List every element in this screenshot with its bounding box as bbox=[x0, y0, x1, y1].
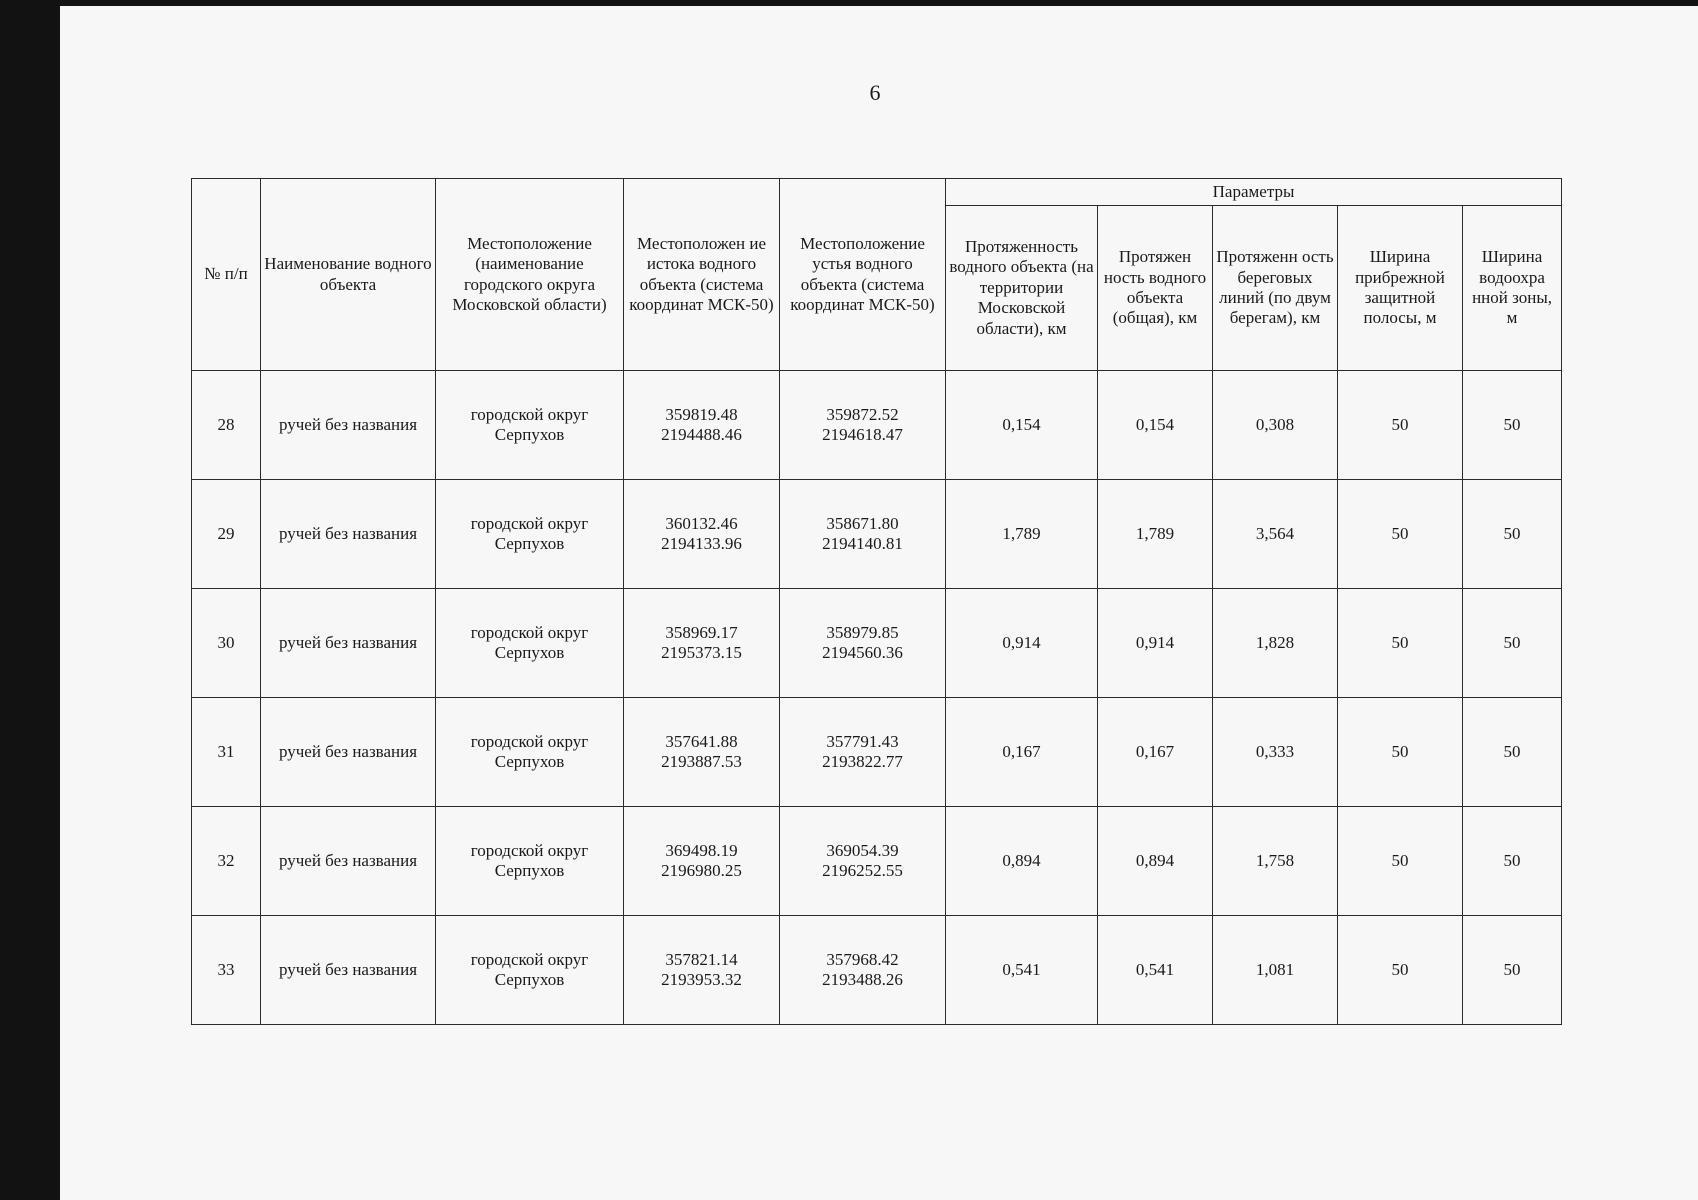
mouth-x: 357968.42 bbox=[826, 949, 899, 969]
row-protection-zone: 50 bbox=[1463, 480, 1562, 589]
header-protection-zone: Ширина водоохра нной зоны, м bbox=[1463, 206, 1562, 371]
row-length-total: 0,167 bbox=[1098, 698, 1213, 807]
row-num: 28 bbox=[192, 371, 261, 480]
source-y: 2193887.53 bbox=[661, 752, 742, 771]
row-location: городской округ Серпухов bbox=[436, 916, 624, 1025]
mouth-y: 2193488.26 bbox=[822, 970, 903, 989]
table-header bbox=[192, 179, 1562, 371]
row-shore-length: 0,333 bbox=[1213, 698, 1338, 807]
source-x: 369498.19 bbox=[665, 840, 738, 860]
mouth-x: 358671.80 bbox=[826, 513, 899, 533]
table-row bbox=[192, 589, 1562, 698]
mouth-y: 2194618.47 bbox=[822, 425, 903, 444]
source-y: 2194488.46 bbox=[661, 425, 742, 444]
row-location: городской округ Серпухов bbox=[436, 698, 624, 807]
mouth-x: 357791.43 bbox=[826, 731, 899, 751]
row-name: ручей без названия bbox=[261, 371, 436, 480]
source-y: 2196980.25 bbox=[661, 861, 742, 880]
row-mouth bbox=[780, 480, 946, 589]
row-length-region: 0,914 bbox=[946, 589, 1098, 698]
row-name: ручей без названия bbox=[261, 480, 436, 589]
row-mouth bbox=[780, 589, 946, 698]
row-mouth bbox=[780, 807, 946, 916]
mouth-y: 2196252.55 bbox=[822, 861, 903, 880]
row-protection-zone: 50 bbox=[1463, 371, 1562, 480]
row-protection-zone: 50 bbox=[1463, 807, 1562, 916]
row-length-region: 0,167 bbox=[946, 698, 1098, 807]
mouth-y: 2194560.36 bbox=[822, 643, 903, 662]
header-name: Наименование водного объекта bbox=[261, 179, 436, 371]
row-num: 33 bbox=[192, 916, 261, 1025]
row-name: ручей без названия bbox=[261, 916, 436, 1025]
row-location: городской округ Серпухов bbox=[436, 480, 624, 589]
row-length-total: 0,914 bbox=[1098, 589, 1213, 698]
row-source bbox=[624, 371, 780, 480]
row-length-region: 0,894 bbox=[946, 807, 1098, 916]
source-x: 359819.48 bbox=[665, 404, 738, 424]
page-number: 6 bbox=[869, 80, 881, 105]
table-row bbox=[192, 807, 1562, 916]
scan-left-border bbox=[0, 0, 60, 1200]
source-y: 2195373.15 bbox=[661, 643, 742, 662]
header-source: Местоположен ие истока водного объекта (система координат МСК-50) bbox=[624, 179, 780, 371]
header-length-region: Протяженность водного объекта (на территории Московской области), км bbox=[946, 206, 1098, 371]
row-coastal-strip: 50 bbox=[1338, 807, 1463, 916]
header-coastal-strip: Ширина прибрежной защитной полосы, м bbox=[1338, 206, 1463, 371]
row-num: 29 bbox=[192, 480, 261, 589]
table-row bbox=[192, 480, 1562, 589]
row-name: ручей без названия bbox=[261, 589, 436, 698]
row-mouth bbox=[780, 371, 946, 480]
source-x: 360132.46 bbox=[665, 513, 738, 533]
row-num: 31 bbox=[192, 698, 261, 807]
row-coastal-strip: 50 bbox=[1338, 698, 1463, 807]
row-location: городской округ Серпухов bbox=[436, 371, 624, 480]
row-coastal-strip: 50 bbox=[1338, 480, 1463, 589]
mouth-y: 2194140.81 bbox=[822, 534, 903, 553]
row-shore-length: 0,308 bbox=[1213, 371, 1338, 480]
row-coastal-strip: 50 bbox=[1338, 589, 1463, 698]
table-row bbox=[192, 916, 1562, 1025]
row-shore-length: 3,564 bbox=[1213, 480, 1338, 589]
table-row bbox=[192, 371, 1562, 480]
source-x: 357821.14 bbox=[665, 949, 738, 969]
row-length-region: 0,154 bbox=[946, 371, 1098, 480]
row-source bbox=[624, 589, 780, 698]
row-name: ручей без названия bbox=[261, 807, 436, 916]
row-source bbox=[624, 480, 780, 589]
source-x: 358969.17 bbox=[665, 622, 738, 642]
mouth-x: 369054.39 bbox=[826, 840, 899, 860]
header-location: Местоположение (наименование городского округа Московской области) bbox=[436, 179, 624, 371]
row-source bbox=[624, 698, 780, 807]
row-protection-zone: 50 bbox=[1463, 698, 1562, 807]
source-y: 2194133.96 bbox=[661, 534, 742, 553]
row-mouth bbox=[780, 698, 946, 807]
row-num: 30 bbox=[192, 589, 261, 698]
row-coastal-strip: 50 bbox=[1338, 371, 1463, 480]
header-shore-length: Протяженн ость береговых линий (по двум берегам), км bbox=[1213, 206, 1338, 371]
row-length-total: 0,154 bbox=[1098, 371, 1213, 480]
row-length-total: 1,789 bbox=[1098, 480, 1213, 589]
row-shore-length: 1,828 bbox=[1213, 589, 1338, 698]
row-name: ручей без названия bbox=[261, 698, 436, 807]
scan-top-border bbox=[60, 0, 1698, 6]
header-parameters: Параметры bbox=[946, 179, 1562, 206]
row-protection-zone: 50 bbox=[1463, 589, 1562, 698]
row-location: городской округ Серпухов bbox=[436, 589, 624, 698]
header-mouth: Местоположение устья водного объекта (система координат МСК-50) bbox=[780, 179, 946, 371]
row-location: городской округ Серпухов bbox=[436, 807, 624, 916]
row-shore-length: 1,081 bbox=[1213, 916, 1338, 1025]
table-body bbox=[192, 371, 1562, 1025]
mouth-x: 358979.85 bbox=[826, 622, 899, 642]
row-num: 32 bbox=[192, 807, 261, 916]
mouth-y: 2193822.77 bbox=[822, 752, 903, 771]
row-source bbox=[624, 916, 780, 1025]
row-mouth bbox=[780, 916, 946, 1025]
row-protection-zone: 50 bbox=[1463, 916, 1562, 1025]
row-shore-length: 1,758 bbox=[1213, 807, 1338, 916]
row-length-total: 0,894 bbox=[1098, 807, 1213, 916]
row-source bbox=[624, 807, 780, 916]
water-objects-table bbox=[191, 178, 1562, 1025]
row-length-total: 0,541 bbox=[1098, 916, 1213, 1025]
mouth-x: 359872.52 bbox=[826, 404, 899, 424]
source-y: 2193953.32 bbox=[661, 970, 742, 989]
row-length-region: 1,789 bbox=[946, 480, 1098, 589]
row-length-region: 0,541 bbox=[946, 916, 1098, 1025]
source-x: 357641.88 bbox=[665, 731, 738, 751]
header-length-total: Протяжен ность водного объекта (общая), км bbox=[1098, 206, 1213, 371]
header-num: № п/п bbox=[192, 179, 261, 371]
row-coastal-strip: 50 bbox=[1338, 916, 1463, 1025]
table-row bbox=[192, 698, 1562, 807]
